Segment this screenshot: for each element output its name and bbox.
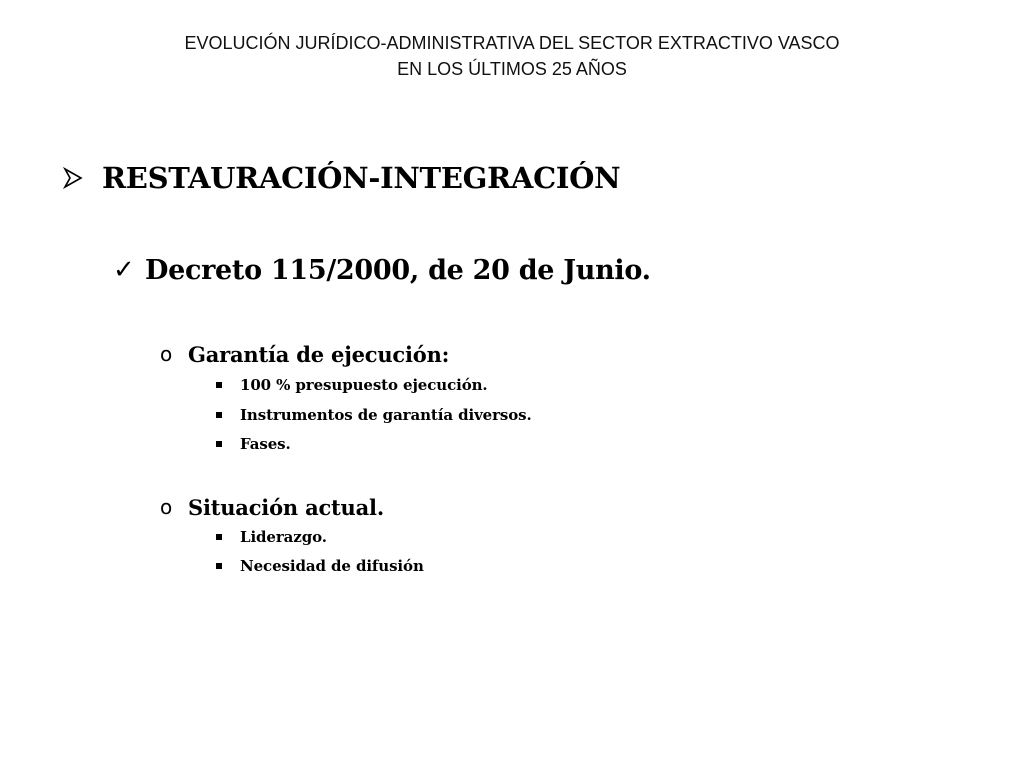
list-item [216,526,327,548]
decree-text: Decreto 115/2000, de 20 de Junio. [145,254,651,286]
slide-title-line-1: EVOLUCIÓN JURÍDICO-ADMINISTRATIVA DEL SECTOR EXTRACTIVO VASCO [184,33,840,53]
slide-title-line-2: EN LOS ÚLTIMOS 25 AÑOS [397,59,627,79]
list-item-text: Instrumentos de garantía diversos. [240,406,532,424]
checkmark-icon: ✓ [113,255,135,285]
square-bullet-icon [216,412,240,418]
circle-bullet-icon: o [160,495,173,519]
list-item [216,555,424,577]
list-item-text: Liderazgo. [240,528,327,546]
square-bullet-icon [216,563,240,569]
square-bullet-icon [216,441,240,447]
slide-title [0,30,1024,82]
group-current-status [160,492,384,522]
list-item-text: 100 % presupuesto ejecución. [240,376,488,394]
group-guarantee [160,339,449,369]
circle-bullet-icon: o [160,342,173,366]
list-item [216,404,532,426]
list-item-text: Fases. [240,435,291,453]
square-bullet-icon [216,534,240,540]
section-heading-text: RESTAURACIÓN-INTEGRACIÓN [102,161,621,195]
arrowhead-bullet-icon [62,167,102,189]
group-current-status-label: Situación actual. [188,494,384,520]
list-item [216,374,488,396]
square-bullet-icon [216,382,240,388]
list-item-text: Necesidad de difusión [240,557,424,575]
group-guarantee-label: Garantía de ejecución: [188,341,450,367]
decree-item [113,248,651,292]
list-item [216,433,291,455]
section-heading [62,156,620,200]
